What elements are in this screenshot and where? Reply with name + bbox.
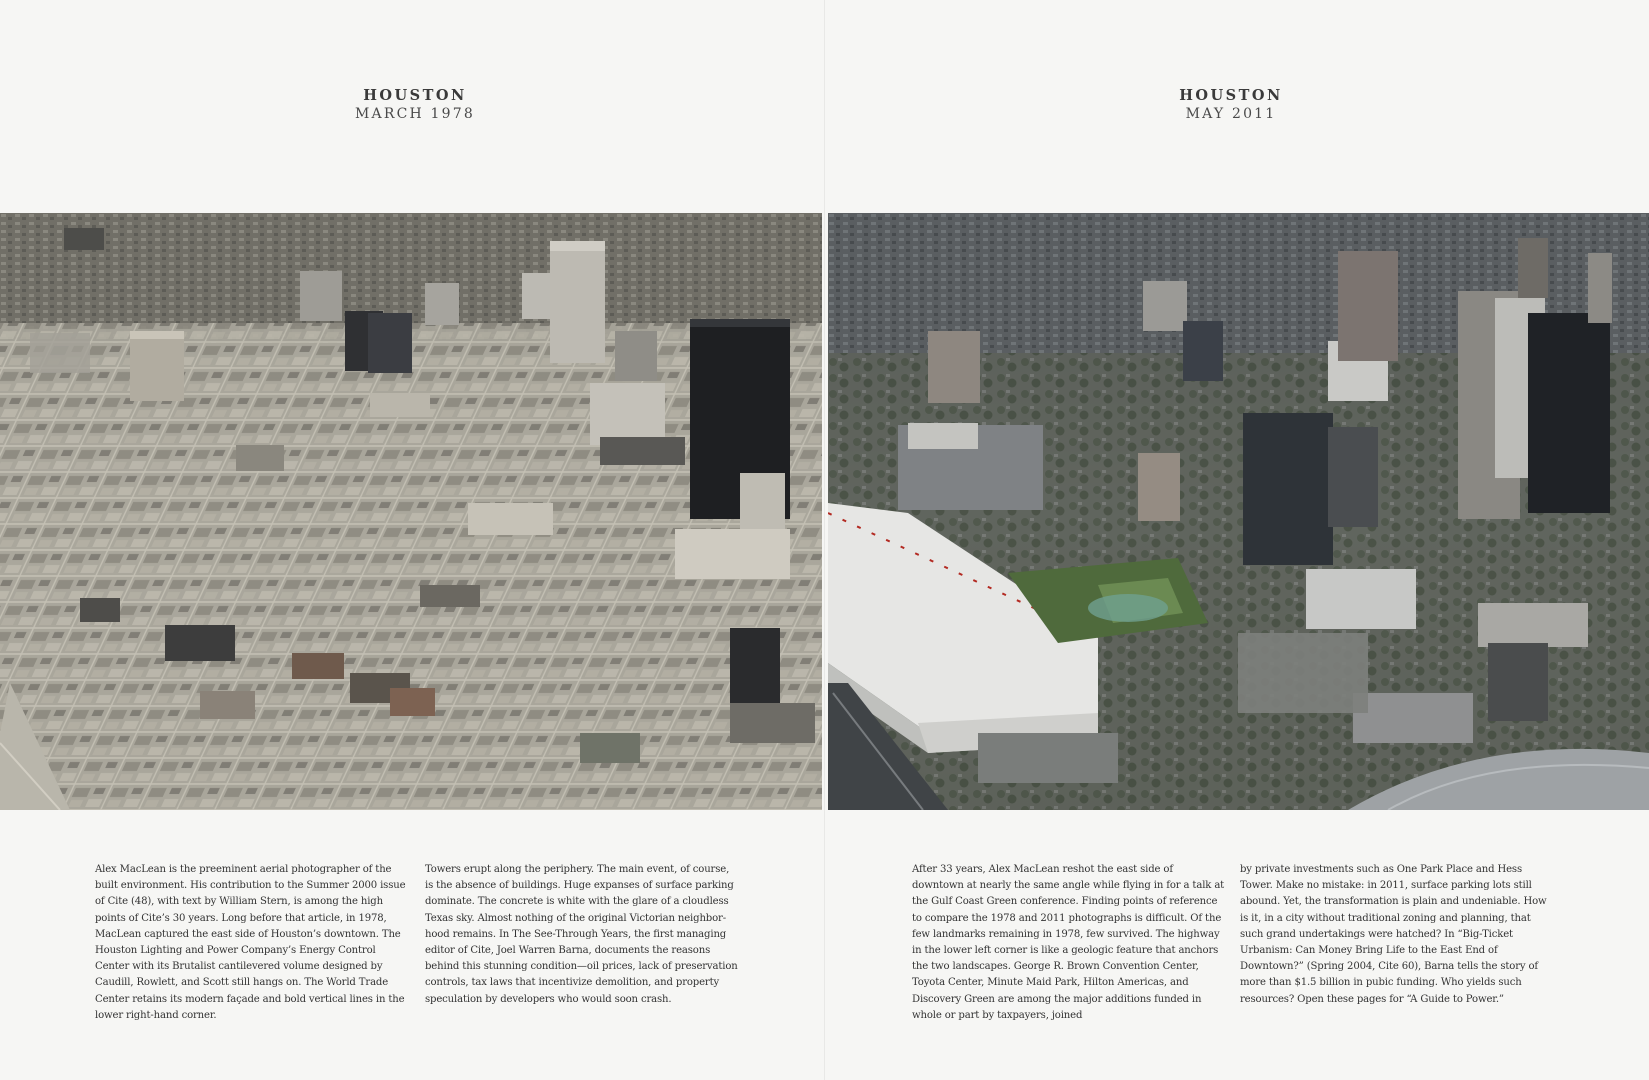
left-text-column-2: Towers erupt along the periphery. The main event, of course, is the absence of buildings. Huge expanses of surface parking dominate. The concrete is white with the glare of a cloudless Texas sky. Almost nothing of the original Victorian neighborhood remains. In The See-Through Years, the first managing editor of Cite, Joel Warren Barna, documents the reasons behind this stunning condition—oil prices, lack of preservation controls, tax laws that incentivize demolition, and property speculation by developers who would soon crash.	[425, 864, 738, 1005]
right-caption	[1081, 87, 1381, 122]
right-caption-date: MAY 2011	[1185, 106, 1277, 122]
left-caption	[265, 87, 565, 122]
left-caption-city: HOUSTON	[363, 87, 467, 104]
photo-houston-2011	[828, 213, 1649, 810]
aerial-photo-2011	[828, 213, 1649, 810]
aerial-photo-1978	[0, 213, 822, 810]
page-gutter	[824, 0, 825, 1080]
photo-houston-1978	[0, 213, 822, 810]
right-text-column-1: After 33 years, Alex MacLean reshot the east side of downtown at nearly the same angle while flying in for a talk at the Gulf Coast Green conference. Finding points of reference to compare the 1978 and 2011 photographs is difficult. Of the few landmarks remaining in 1978, few survived. The highway in the lower left corner is like a geologic feature that anchors the two landscapes. George R. Brown Convention Center, Toyota Center, Minute Maid Park, Hilton Americas, and Discovery Green are among the major additions funded in whole or part by taxpayers, joined	[912, 864, 1225, 1021]
right-caption-city: HOUSTON	[1179, 87, 1283, 104]
left-caption-date: MARCH 1978	[355, 106, 475, 122]
left-text-column-1: Alex MacLean is the preeminent aerial photographer of the built environment. His contribution to the Summer 2000 issue of Cite (48), with text by William Stern, is among the high points of Cite’s 30 years. Long before that article, in 1978, MacLean captured the east side of Houston’s downtown. The Houston Lighting and Power Company’s Energy Control Center with its Brutalist cantilevered volume designed by Caudill, Rowlett, and Scott still hangs on. The World Trade Center retains its modern façade and bold vertical lines in the lower right-hand corner.	[95, 864, 406, 1021]
right-text-column-2: by private investments such as One Park Place and Hess Tower. Make no mistake: in 2011, surface parking lots still abound. Yet, the transformation is plain and undeniable. How is it, in a city without traditional zoning and planning, that such grand undertakings were hatched? In “Big-Ticket Urbanism: Can Money Bring Life to the East End of Downtown?” (Spring 2004, Cite 60), Barna tells the story of more than $1.5 billion in pubic funding. Who yields such resources? Open these pages for “A Guide to Power.”	[1240, 864, 1547, 1005]
